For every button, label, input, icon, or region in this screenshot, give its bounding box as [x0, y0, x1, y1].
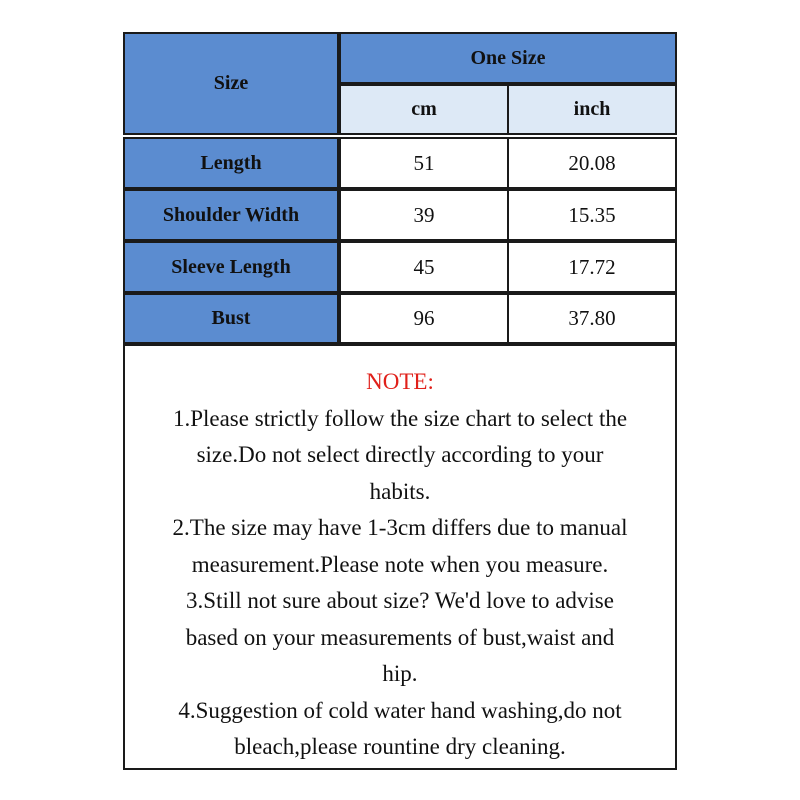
note-box	[123, 344, 677, 770]
note-line: 4.Suggestion of cold water hand washing,do not	[178, 697, 622, 723]
row-shoulder-width-inch	[507, 189, 677, 241]
size-header-label: Size	[213, 72, 249, 94]
size-header-cell	[123, 32, 339, 135]
one-size-header-label: One Size	[470, 46, 546, 69]
note-line: based on your measurements of bust,waist and	[185, 624, 615, 650]
unit-header-cm-label: cm	[411, 98, 437, 120]
cell-value: 51	[413, 150, 435, 175]
unit-header-inch-label: inch	[573, 98, 611, 120]
cell-value: 45	[413, 254, 435, 279]
row-label-text: Sleeve Length	[171, 255, 291, 278]
cell-value: 37.80	[568, 306, 616, 330]
row-bust-inch	[507, 293, 677, 344]
cell-value: 20.08	[568, 150, 616, 175]
row-length-inch	[507, 137, 677, 189]
row-label-text: Bust	[211, 307, 251, 329]
row-sleeve-length-inch	[507, 241, 677, 293]
note-line: measurement.Please note when you measure.	[191, 551, 609, 577]
row-label-shoulder-width	[123, 189, 339, 241]
cell-value: 15.35	[568, 202, 616, 227]
row-shoulder-width-cm	[339, 189, 509, 241]
note-title: NOTE:	[366, 369, 434, 394]
note-line: 3.Still not sure about size? We'd love to advise	[186, 588, 614, 613]
row-bust-cm	[339, 293, 509, 344]
unit-header-cm	[339, 84, 509, 135]
note-line: 2.The size may have 1-3cm differs due to manual	[172, 515, 628, 540]
row-label-text: Shoulder Width	[162, 203, 300, 226]
note-line: bleach,please rountine dry cleaning.	[234, 734, 566, 759]
cell-value: 17.72	[568, 254, 616, 279]
note-line: habits.	[369, 478, 431, 504]
cell-value: 96	[413, 306, 435, 330]
one-size-header-cell	[339, 32, 677, 84]
row-label-length	[123, 137, 339, 189]
note-line: size.Do not select directly according to your	[196, 442, 604, 467]
cell-value: 39	[413, 202, 435, 227]
row-length-cm	[339, 137, 509, 189]
note-line: hip.	[382, 661, 418, 686]
row-label-sleeve-length	[123, 241, 339, 293]
row-label-bust	[123, 293, 339, 344]
unit-header-inch	[507, 84, 677, 135]
note-line: 1.Please strictly follow the size chart to select the	[172, 405, 628, 431]
row-label-text: Length	[200, 151, 262, 174]
row-sleeve-length-cm	[339, 241, 509, 293]
